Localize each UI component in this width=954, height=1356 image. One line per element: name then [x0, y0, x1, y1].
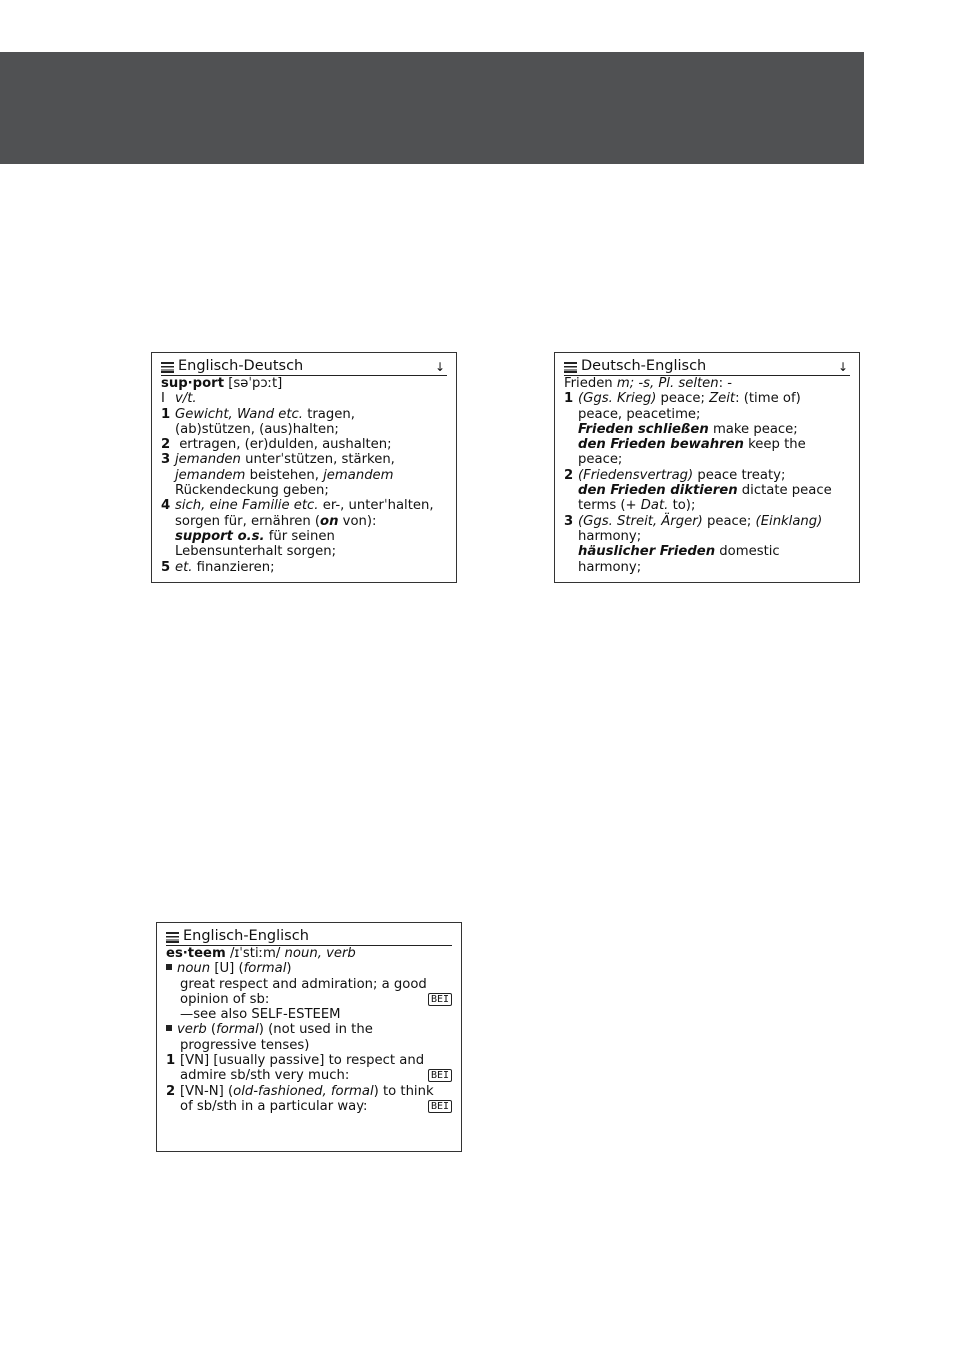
dictionary-title: Englisch-Englisch [183, 928, 309, 944]
screen-header [564, 358, 850, 376]
dictionary-book-icon [166, 932, 179, 943]
screen-header [166, 928, 452, 946]
example-button[interactable]: BEI [428, 993, 452, 1006]
sense-5 [161, 560, 447, 575]
sense-number: 1 [161, 406, 171, 422]
verb-block [166, 1022, 452, 1037]
pos-line [161, 391, 447, 406]
see-also-link[interactable]: —see also SELF-ESTEEM [180, 1007, 341, 1023]
phrase: Frieden schließen [578, 421, 709, 437]
example-button[interactable]: BEI [428, 1069, 452, 1082]
sense-text: to); [668, 498, 696, 514]
dictionary-screen-en-de [151, 352, 457, 583]
headword: sup·port [161, 376, 224, 391]
sense-text: opinion of sb: [180, 991, 270, 1007]
sense-text: keep the [743, 437, 806, 453]
pronunciation: [səˈpɔːt] [228, 376, 283, 391]
dictionary-title: Deutsch-Englisch [581, 358, 707, 374]
sense-text: harmony; [578, 528, 642, 544]
sense-text: finanzieren; [192, 559, 275, 575]
sense-text: [VN-N] ( [180, 1083, 234, 1099]
dictionary-screen-de-en [554, 352, 860, 583]
noun-block [166, 961, 452, 976]
sense-text: für seinen [264, 528, 335, 544]
example-button[interactable]: BEI [428, 1100, 452, 1113]
sense-2 [166, 1084, 452, 1099]
sense-text: ertragen, (er)dulden, aushalten; [175, 437, 392, 453]
sense-number: 2 [564, 467, 574, 483]
sense-text: verb [177, 1022, 207, 1038]
sense-text: peace; [578, 452, 623, 468]
sense-text: et. [175, 559, 193, 575]
sense-number: 2 [161, 437, 171, 453]
phrase: den Frieden bewahren [578, 437, 744, 453]
sense-text [166, 992, 452, 1007]
headword: Frieden [564, 376, 613, 391]
sense-text: von): [338, 513, 377, 529]
sense-text: make peace; [708, 421, 798, 437]
sense-1 [161, 407, 447, 422]
sense-text: Rückendeckung geben; [175, 483, 329, 499]
grammar-info: : - [718, 376, 733, 391]
sense-text: peace treaty; [693, 467, 786, 483]
sense-text: peace; [656, 391, 710, 407]
sense-text: er-, unterˈhalten, [318, 498, 434, 514]
sense-text: jemandem [175, 467, 246, 483]
phrase: on [320, 513, 339, 529]
sense-text: sorgen für, ernähren ( [175, 513, 321, 529]
sense-3 [161, 452, 447, 467]
part-of-speech: v/t. [175, 391, 197, 407]
sense-text: (Einklang) [755, 513, 823, 529]
sense-text: Lebensunterhalt sorgen; [175, 544, 337, 560]
part-of-speech: noun, verb [284, 946, 356, 961]
sense-text: noun [177, 961, 211, 977]
sense-text: (ab)stützen, (aus)halten; [175, 421, 339, 437]
sense-text: : (time of) [735, 391, 801, 407]
header-banner [0, 52, 864, 164]
sense-text: peace, peacetime; [578, 406, 701, 422]
screen-header [161, 358, 447, 376]
sense-text: of sb/sth in a particular way: [180, 1098, 368, 1114]
sense-text: dictate peace [737, 483, 832, 499]
dictionary-title: Englisch-Deutsch [178, 358, 304, 374]
sense-text: ) to think [373, 1083, 434, 1099]
sense-text: formal [243, 961, 287, 977]
sense-text: beistehen, [245, 467, 324, 483]
sense-text [564, 498, 850, 513]
sense-1 [166, 1053, 452, 1068]
sense-text: ) (not used in the [258, 1022, 373, 1038]
sense-text: [U] ( [210, 961, 244, 977]
sense-text: terms ( [578, 498, 626, 514]
sense-text: (Friedensvertrag) [578, 467, 694, 483]
sense-3 [564, 514, 850, 529]
entry-headline [166, 946, 452, 961]
sense-text: great respect and admiration; a good [180, 976, 427, 992]
phrase-line [564, 483, 850, 498]
sense-text: formal [216, 1022, 259, 1038]
sense-text: jemanden [175, 452, 241, 468]
sense-text: peace; [702, 513, 756, 529]
sense-text: jemandem [323, 467, 394, 483]
entry-headline [161, 376, 447, 391]
sense-text: harmony; [578, 559, 642, 575]
dictionary-book-icon [564, 362, 577, 373]
sense-number: 1 [166, 1053, 176, 1069]
sense-text: + Dat. [625, 498, 669, 514]
headword: es·teem [166, 946, 226, 961]
sense-4 [161, 498, 447, 513]
sense-2 [161, 437, 447, 452]
sense-text: old-fashioned, formal [233, 1083, 374, 1099]
sense-text: (Ggs. Krieg) [578, 391, 657, 407]
dictionary-screen-en-en [156, 922, 462, 1152]
entry-headline [564, 376, 850, 391]
sense-text: Gewicht, Wand etc. [175, 406, 303, 422]
sense-2 [564, 468, 850, 483]
sense-text [166, 1099, 452, 1114]
sense-number: 3 [161, 452, 171, 468]
sense-number: 2 [166, 1083, 176, 1099]
phrase: support o.s. [175, 528, 265, 544]
phrase: den Frieden diktieren [578, 483, 738, 499]
sense-text: tragen, [303, 406, 355, 422]
bullet-icon [166, 1025, 172, 1031]
scroll-down-arrow-icon[interactable]: ↓ [434, 360, 445, 374]
sense-text: progressive tenses) [180, 1037, 310, 1053]
phrase: häuslicher Frieden [578, 544, 716, 560]
sense-text: sich, eine Familie etc. [175, 498, 319, 514]
sense-text: ( [206, 1022, 217, 1038]
sense-1 [564, 391, 850, 406]
phrase-line [564, 544, 850, 559]
phrase-line [564, 422, 850, 437]
bullet-icon [166, 964, 172, 970]
sense-text [161, 468, 447, 483]
pronunciation: /ɪˈstiːm/ [225, 946, 285, 961]
sense-number: 5 [161, 559, 171, 575]
sense-text [161, 529, 447, 544]
sense-number: 1 [564, 391, 574, 407]
sense-number: 3 [564, 513, 574, 529]
sense-text: (Ggs. Streit, Ärger) [578, 513, 703, 529]
sense-text: Zeit [709, 391, 736, 407]
sense-text: [VN] [usually passive] to respect and [180, 1053, 425, 1069]
sense-text: admire sb/sth very much: [180, 1068, 350, 1084]
roman-numeral: I [161, 391, 165, 407]
sense-number: 4 [161, 498, 171, 514]
phrase-line [564, 437, 850, 452]
sense-text: domestic [715, 544, 780, 560]
sense-text: ) [286, 961, 292, 977]
sense-text [161, 514, 447, 529]
scroll-down-arrow-icon[interactable]: ↓ [837, 360, 848, 374]
grammar-info: m; -s, Pl. selten [612, 376, 719, 391]
sense-text: unterˈstützen, stärken, [240, 452, 395, 468]
dictionary-book-icon [161, 362, 174, 373]
sense-text [166, 1068, 452, 1083]
